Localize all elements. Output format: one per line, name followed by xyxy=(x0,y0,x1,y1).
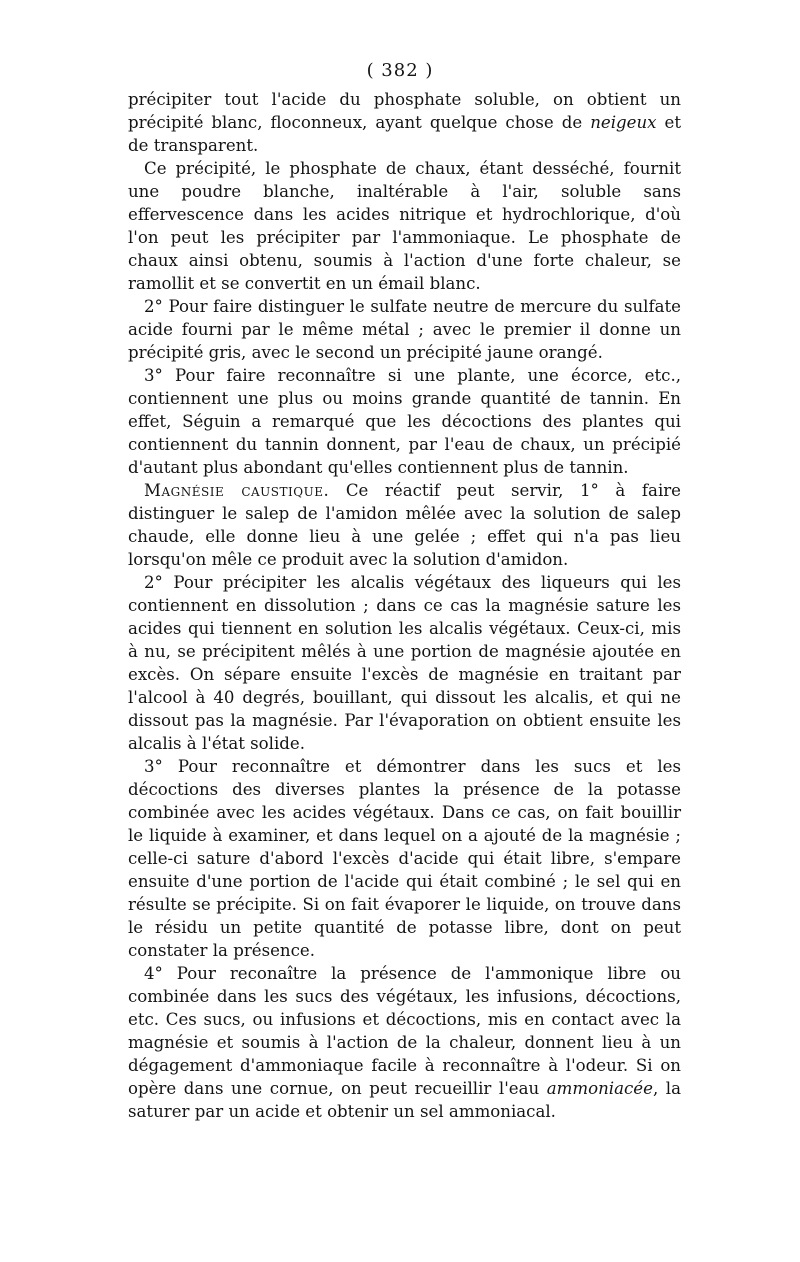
italic-term: neigeux xyxy=(590,113,657,132)
paragraph: 3° Pour reconnaître et démontrer dans les sucs et les décoctions des diverses plantes la présence de la potasse combinée avec les acides végétaux. Dans ce cas, on fait bouillir le liquide à examiner, et dans lequel on a ajouté de la magnésie ; celle-ci sature d'abord l'excès d'acide qui était libre, s'empare ensuite d'une portion de l'acide qui était combiné ; le sel qui en résulte se précipite. Si on fait évaporer le liquide, on trouve dans le résidu un petite quantité de potasse libre, dont on peut constater la présence. xyxy=(128,757,681,960)
paragraph-text: Ce réactif peut servir, 1° à faire distinguer le salep de l'amidon mêlée avec la solution de salep chaude, elle donne lieu à une gelée ; effet qui n'a pas lieu lorsqu'on mêle ce produit avec la solution d'amidon. xyxy=(128,481,682,569)
paragraph: Ce précipité, le phosphate de chaux, étant desséché, fournit une poudre blanche, inaltérable à l'air, soluble sans effervescence dans les acides nitrique et hydrochlorique, d'où l'on peut les précipiter par l'ammoniaque. Le phosphate de chaux ainsi obtenu, soumis à l'action d'une forte chaleur, se ramollit et se convertit en un émail blanc. xyxy=(128,159,681,293)
paragraph: 2° Pour faire distinguer le sulfate neutre de mercure du sulfate acide fourni par le même métal ; avec le premier il donne un précipité gris, avec le second un précipité jaune orangé. xyxy=(128,297,681,362)
paragraph-continuation xyxy=(128,88,681,157)
page-body xyxy=(128,88,681,1123)
paragraph-text: et de transparent. xyxy=(128,113,681,155)
paragraph: 2° Pour précipiter les alcalis végétaux des liqueurs qui les contiennent en dissolution ; dans ce cas la magnésie sature les acides qui tiennent en solution les alcalis végétaux. Ceux-ci, mis à nu, se précipitent mêlés à une portion de magnésie ajoutée en excès. On sépare ensuite l'excès de magnésie en traitant par l'alcool à 40 degrés, bouillant, qui dissout les alcalis, et qui ne dissout pas la magnésie. Par l'évaporation on obtient ensuite les alcalis à l'état solide. xyxy=(128,573,681,753)
italic-term: ammoniacée xyxy=(546,1079,653,1098)
paragraph xyxy=(128,962,681,1123)
paragraph-text: précipiter tout l'acide du phosphate soluble, on obtient un précipité blanc, floconneux, ayant quelque chose de xyxy=(128,90,681,132)
paragraph-with-heading xyxy=(128,479,681,571)
paragraph: 3° Pour faire reconnaître si une plante, une écorce, etc., contiennent une plus ou moins grande quantité de tannin. En effet, Séguin a remarqué que les décoctions des plantes qui contiennent du tannin donnent, par l'eau de chaux, un précipié d'autant plus abondant qu'elles contiennent plus de tannin. xyxy=(128,366,681,477)
section-heading: Magnésie caustique. xyxy=(144,481,330,500)
paragraph-text: , la saturer par un acide et obtenir un sel ammoniacal. xyxy=(128,1079,681,1121)
paragraph-text: 4° Pour reconaître la présence de l'ammonique libre ou combinée dans les sucs des végétaux, les infusions, décoctions, etc. Ces sucs, ou infusions et décoctions, mis en contact avec la magnésie et soumis à l'action de la chaleur, donnent lieu à un dégagement d'ammoniaque facile à reconnaître à l'odeur. Si on opère dans une cornue, on peut recueillir l'eau xyxy=(128,964,681,1098)
page-number: ( 382 ) xyxy=(366,60,434,81)
